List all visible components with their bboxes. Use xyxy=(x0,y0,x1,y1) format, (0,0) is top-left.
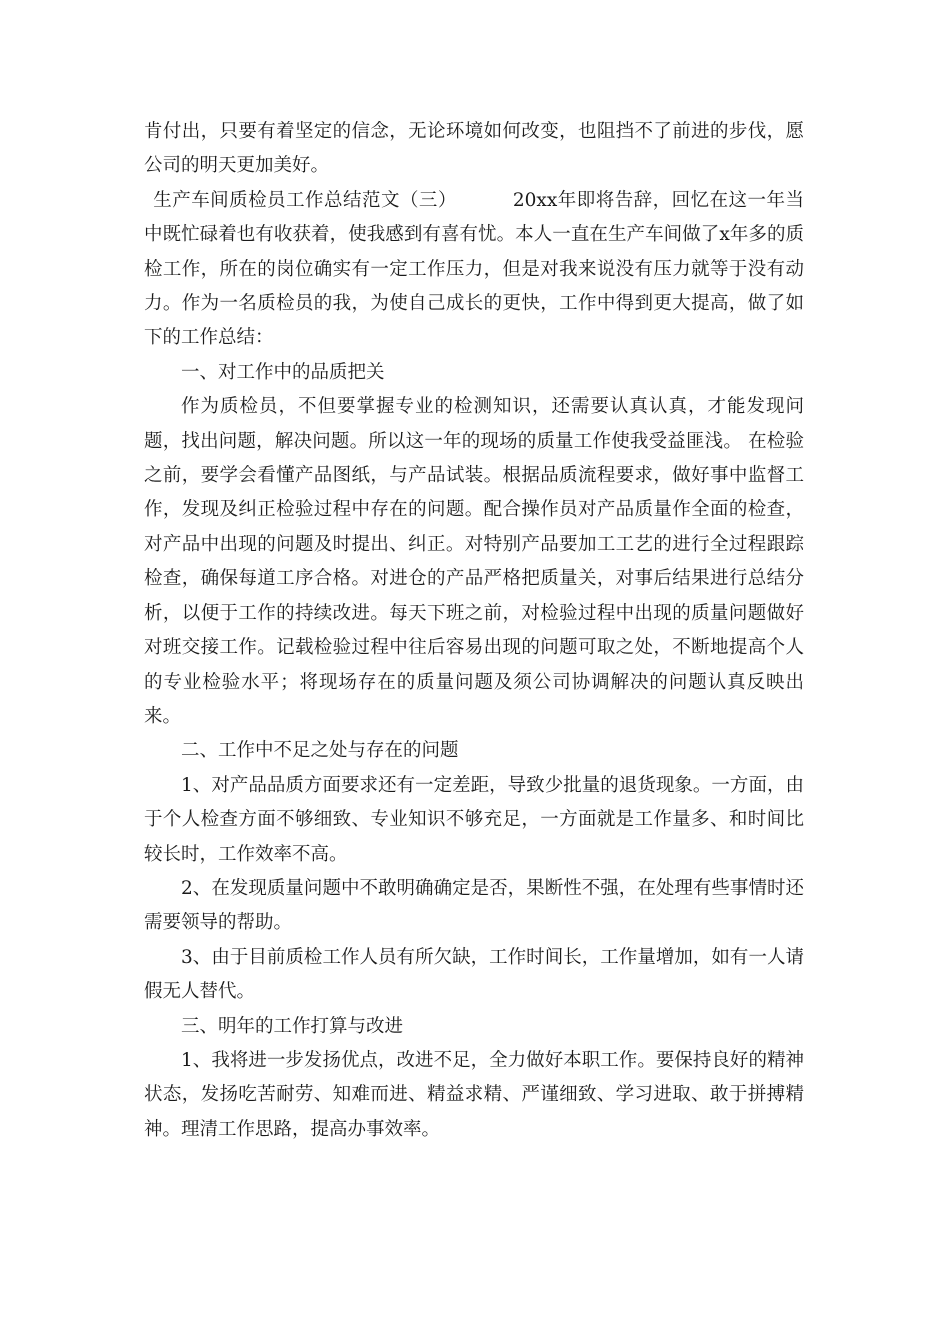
heading-next-year-plan: 三、明年的工作打算与改进 xyxy=(181,1015,404,1037)
paragraph-shortcoming-3: 3、由于目前质检工作人员有所欠缺，工作时间长，工作量增加，如有一人请假无人替代。 xyxy=(144,946,804,1003)
heading-shortcomings: 二、工作中不足之处与存在的问题 xyxy=(181,740,459,762)
section-title: 生产车间质检员工作总结范文（三） xyxy=(153,189,457,211)
paragraph-quality-control: 作为质检员，不但要掌握专业的检测知识，还需要认真认真，才能发现问题，找出问题，解决问题。所以这一年的现场的质量工作使我受益匪浅。 在检验之前，要学会看懂产品图纸，与产品试装。根据品质流程要求，做好事中监督工作，发现及纠正检验过程中存在的问题。配合操作员对产品质量作全面的检查，对产品中出现的问题及时提出、纠正。对特别产品要加工工艺的进行全过程跟踪检查，确保每道工序合格。对进仓的产品严格把质量关，对事后结果进行总结分析，以便于工作的持续改进。每天下班之前，对检验过程中出现的质量问题做好对班交接工作。记载检验过程中往后容易出现的问题可取之处，不断地提高个人的专业检验水平；将现场存在的质量问题及须公司协调解决的问题认真反映出来。 xyxy=(144,396,804,727)
document-body xyxy=(144,115,804,1147)
paragraph-closing: 肯付出，只要有着坚定的信念，无论环境如何改变，也阻挡不了前进的步伐，愿公司的明天更加美好。 xyxy=(144,121,804,177)
heading-quality-control: 一、对工作中的品质把关 xyxy=(181,361,385,383)
paragraph-section-three xyxy=(144,184,804,356)
section-intro: 20xx年即将告辞，回忆在这一年当中既忙碌着也有收获着，使我感到有喜有忧。本人一直在生产车间做了x年多的质检工作，所在的岗位确实有一定工作压力，但是对我来说没有压力就等于没有动力。作为一名质检员的我，为使自己成长的更快，工作中得到更大提高，做了如下的工作总结： xyxy=(144,189,804,349)
paragraph-shortcoming-1: 1、对产品品质方面要求还有一定差距，导致少批量的退货现象。一方面，由于个人检查方面不够细致、专业知识不够充足，一方面就是工作量多、和时间比较长时，工作效率不高。 xyxy=(144,774,804,865)
paragraph-shortcoming-2: 2、在发现质量问题中不敢明确确定是否，果断性不强，在处理有些事情时还需要领导的帮助。 xyxy=(144,877,804,934)
paragraph-plan-1: 1、我将进一步发扬优点，改进不足，全力做好本职工作。要保持良好的精神状态，发扬吃苦耐劳、知难而进、精益求精、严谨细致、学习进取、敢于拼搏精神。理清工作思路，提高办事效率。 xyxy=(144,1049,804,1140)
